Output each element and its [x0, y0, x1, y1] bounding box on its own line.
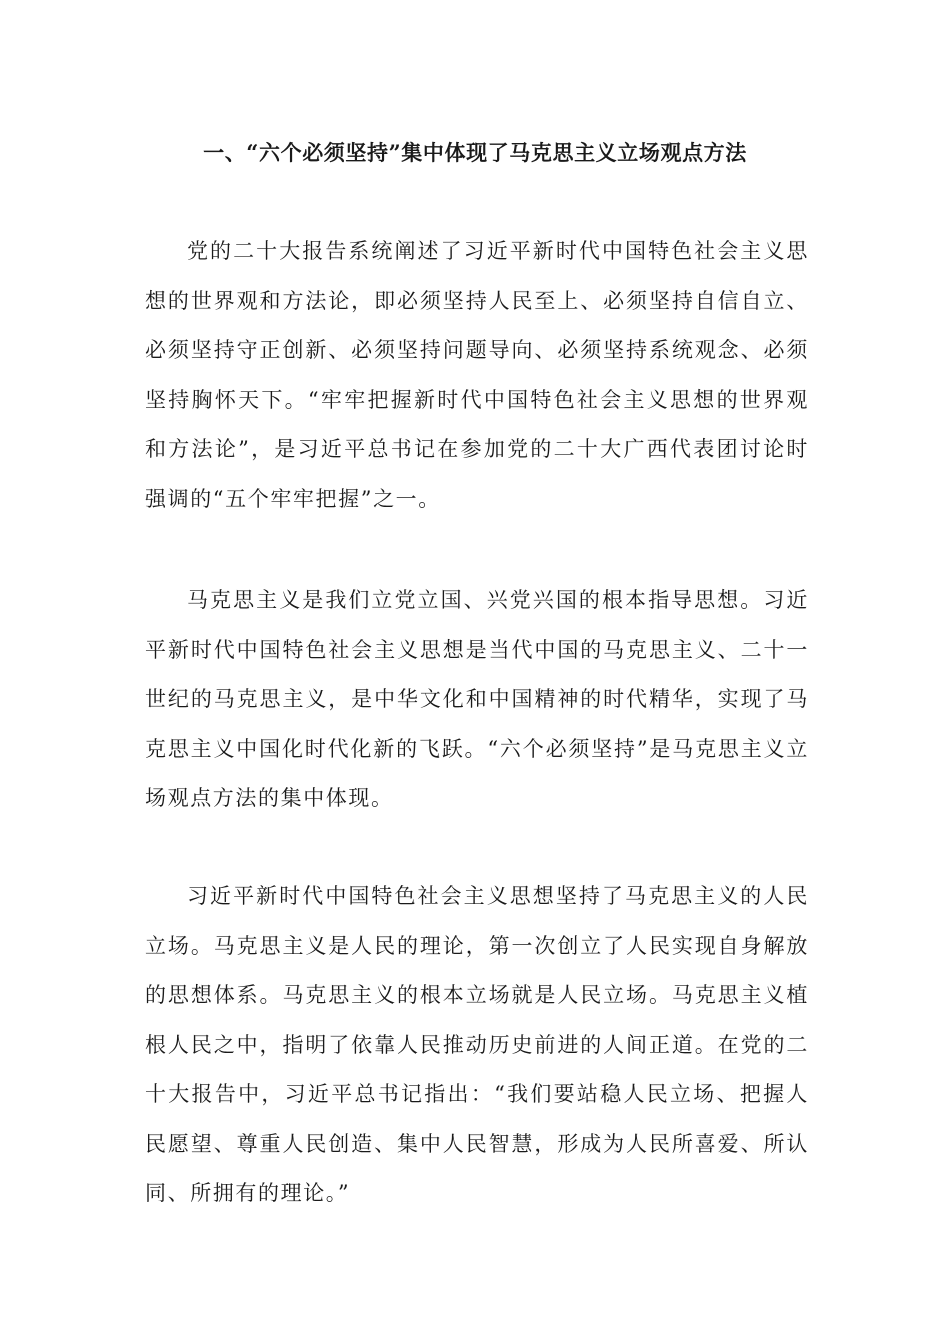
- section-heading: 一、“六个必须坚持”集中体现了马克思主义立场观点方法: [203, 140, 747, 165]
- body-paragraph-1: 党的二十大报告系统阐述了习近平新时代中国特色社会主义思想的世界观和方法论，即必须坚持人民至上、必须坚持自信自立、必须坚持守正创新、必须坚持问题导向、必须坚持系统观念、必须坚持胸怀天下。“牢牢把握新时代中国特色社会主义思想的世界观和方法论”，是习近平总书记在参加党的二十大广西代表团讨论时强调的“五个牢牢把握”之一。: [145, 239, 809, 511]
- body-paragraph-3: 习近平新时代中国特色社会主义思想坚持了马克思主义的人民立场。马克思主义是人民的理论，第一次创立了人民实现自身解放的思想体系。马克思主义的根本立场就是人民立场。马克思主义植根人民之中，指明了依靠人民推动历史前进的人间正道。在党的二十大报告中，习近平总书记指出：“我们要站稳人民立场、把握人民愿望、尊重人民创造、集中人民智慧，形成为人民所喜爱、所认同、所拥有的理论。”: [145, 884, 809, 1205]
- body-paragraph-2: 马克思主义是我们立党立国、兴党兴国的根本指导思想。习近平新时代中国特色社会主义思想是当代中国的马克思主义、二十一世纪的马克思主义，是中华文化和中国精神的时代精华，实现了马克思主义中国化时代化新的飞跃。“六个必须坚持”是马克思主义立场观点方法的集中体现。: [145, 588, 809, 810]
